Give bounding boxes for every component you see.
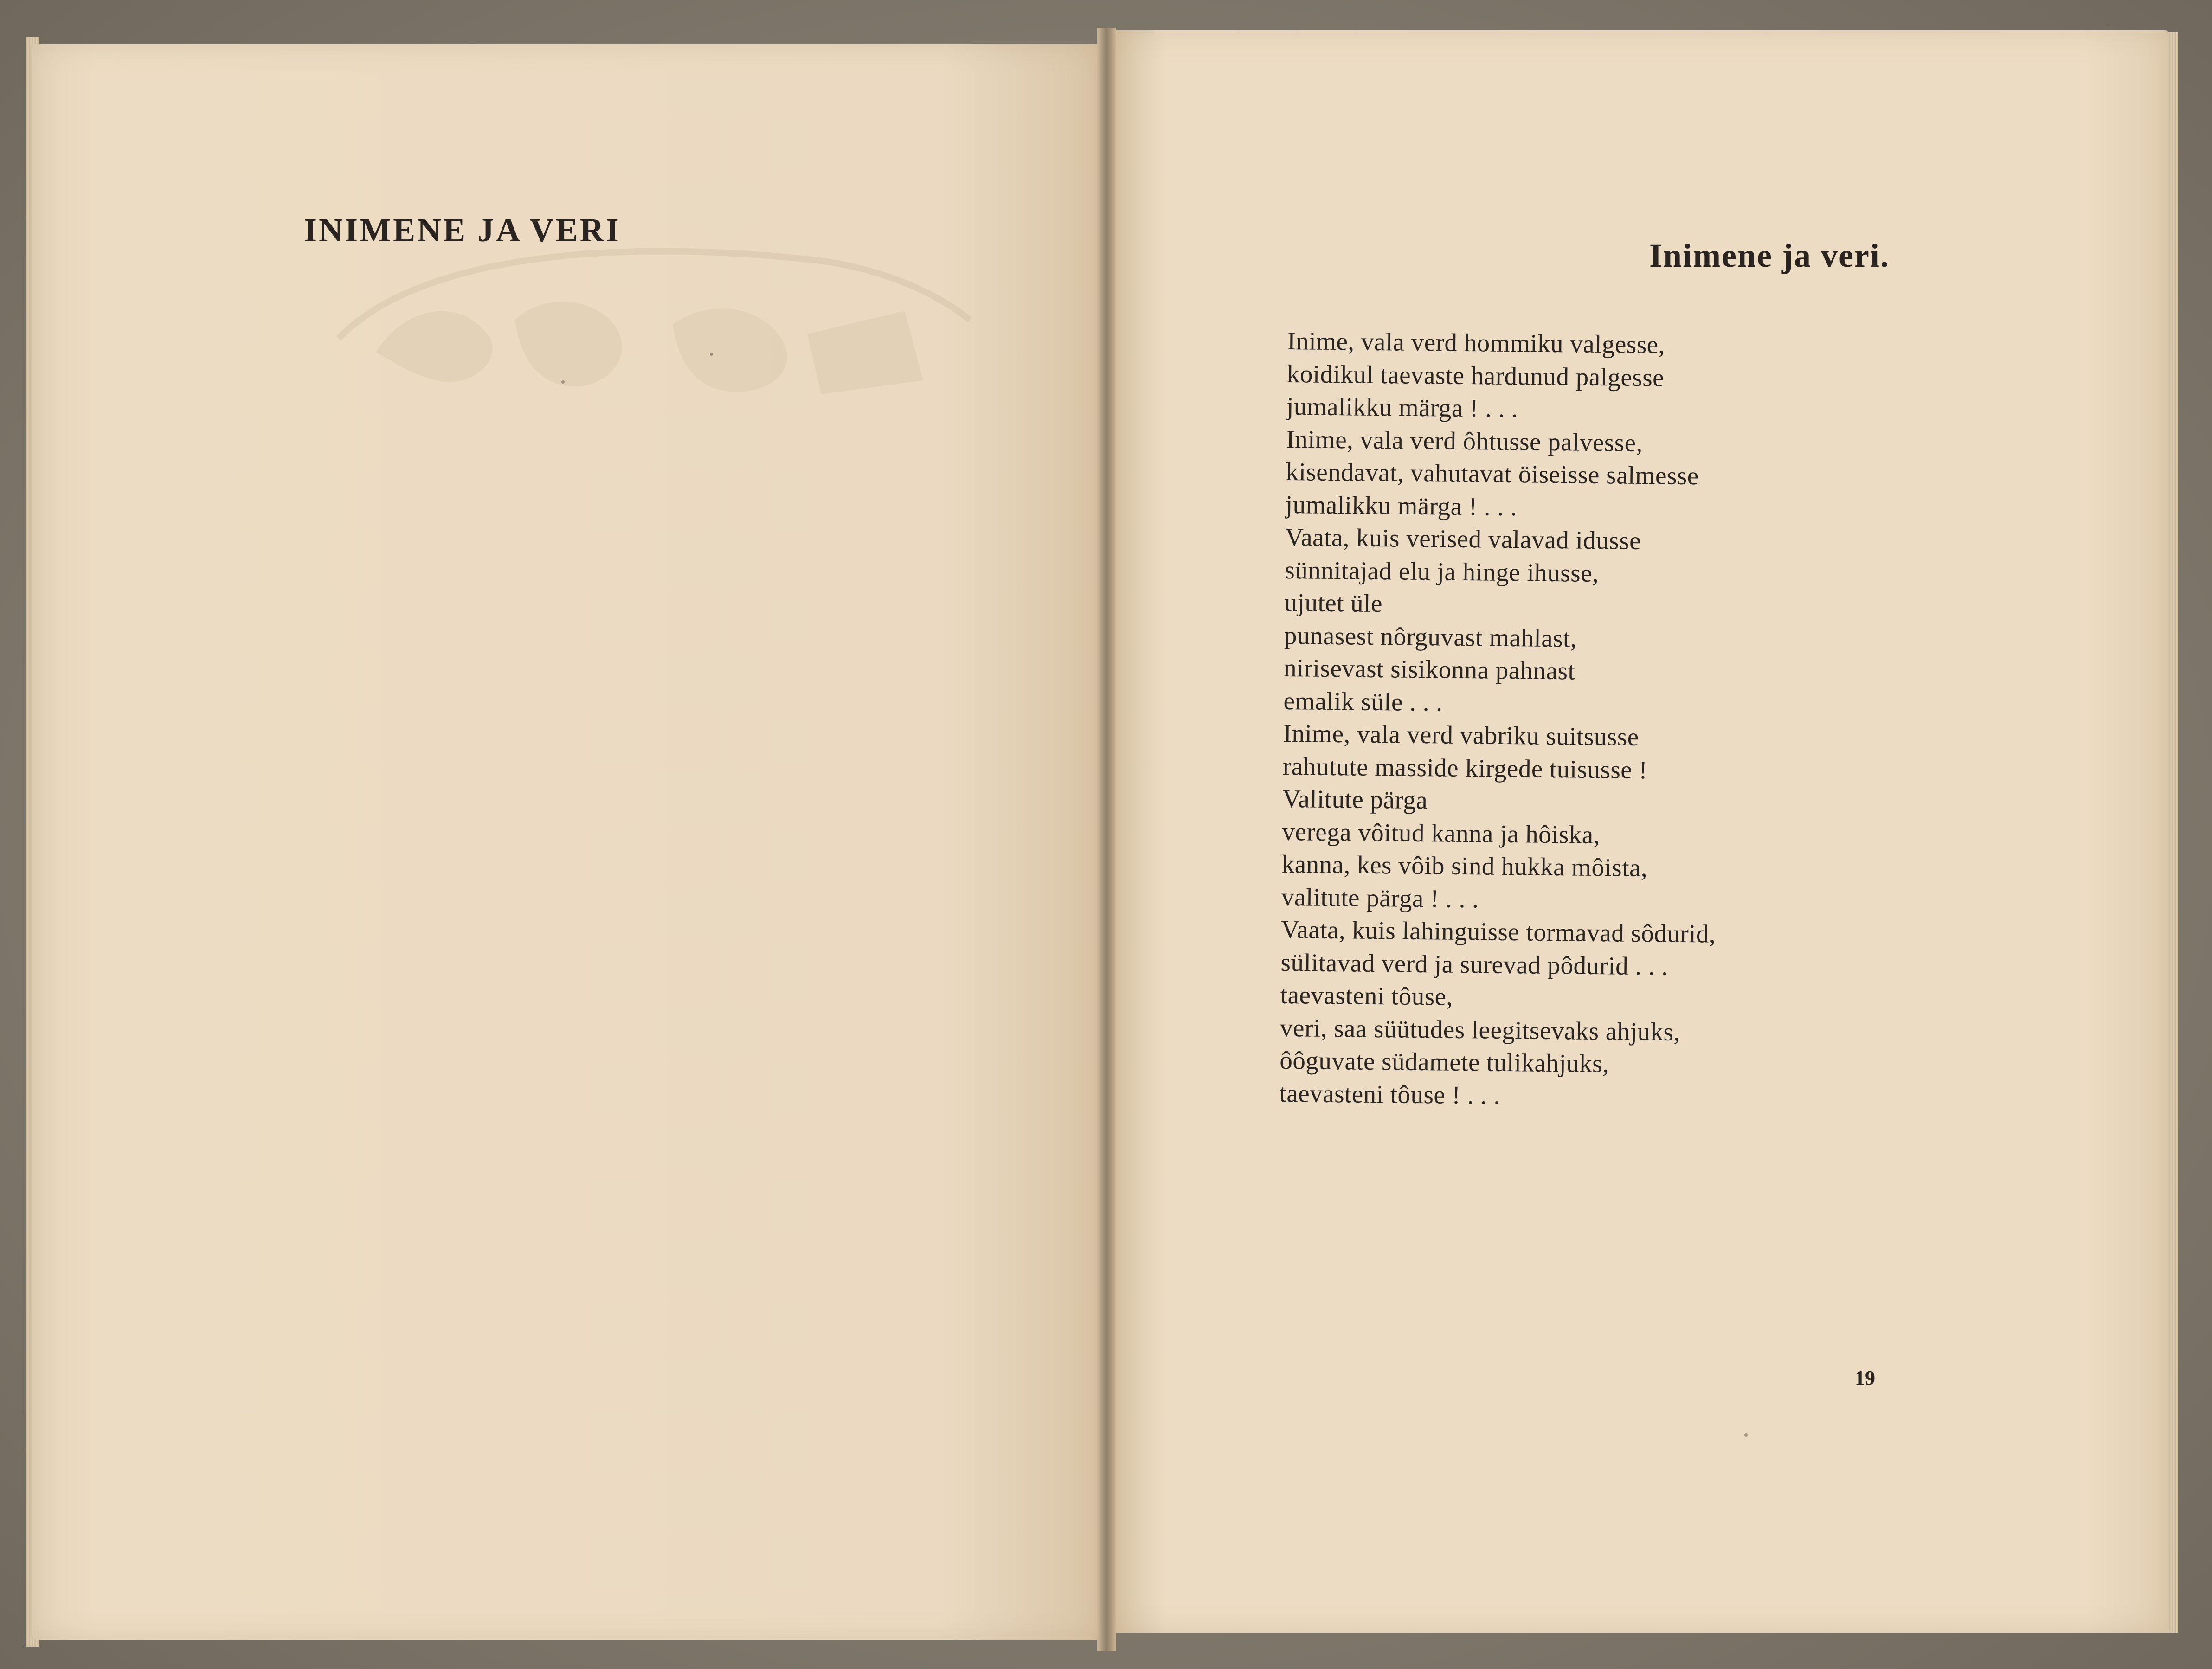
poem-line: punasest nôrguvast mahlast, — [1284, 621, 1577, 653]
paper-speck — [561, 380, 565, 384]
poem-line: Valitute pärga — [1282, 784, 1428, 815]
poem-title: Inimene ja veri. — [1649, 237, 1890, 274]
show-through-illustration — [320, 241, 984, 417]
poem-line: jumalikku märga ! . . . — [1285, 490, 1518, 521]
poem-line: Vaata, kuis lahinguisse tormavad sôdurid, — [1281, 915, 1716, 948]
poem-line: valitute pärga ! . . . — [1281, 882, 1479, 913]
poem-line: veri, saa süütudes leegitsevaks ahjuks, — [1280, 1013, 1681, 1046]
poem-line: Inime, vala verd hommiku valgesse, — [1287, 326, 1665, 359]
poem-line: verega vôitud kanna ja hôiska, — [1282, 817, 1601, 849]
poem-line: sünnitajad elu ja hinge ihusse, — [1285, 555, 1599, 587]
poem-line: Vaata, kuis verised valavad idusse — [1285, 522, 1641, 555]
poem-line: nirisevast sisikonna pahnast — [1283, 653, 1575, 685]
poem-line: taevasteni tôuse ! . . . — [1279, 1078, 1501, 1110]
poem-line: sülitavad verd ja surevad pôdurid . . . — [1280, 948, 1669, 981]
page-number: 19 — [1855, 1367, 1875, 1389]
paper-speck — [710, 353, 713, 356]
poem-line: koidikul taevaste hardunud palgesse — [1286, 359, 1665, 392]
poem-line: emalik süle . . . — [1283, 686, 1443, 717]
poem-line: Inime, vala verd vabriku suitsusse — [1283, 719, 1640, 751]
poem-text — [1279, 325, 1890, 1116]
poem-line: kisendavat, vahutavat öiseisse salmesse — [1286, 457, 1699, 490]
poem-line: jumalikku märga ! . . . — [1286, 392, 1518, 423]
poem-line: ôôguvate südamete tulikahjuks, — [1280, 1046, 1609, 1078]
poem-line: Inime, vala verd ôhtusse palvesse, — [1286, 424, 1643, 457]
paper-speck — [1744, 1433, 1748, 1437]
poem-line: rahutute masside kirgede tuisusse ! — [1282, 751, 1648, 784]
book-gutter — [1097, 28, 1116, 1651]
poem-line: kanna, kes vôib sind hukka môista, — [1281, 849, 1648, 882]
poem-line: taevasteni tôuse, — [1280, 980, 1453, 1011]
paper-speck — [2106, 23, 2109, 26]
left-page-title: INIMENE JA VERI — [304, 212, 621, 249]
poem-line: ujutet üle — [1284, 588, 1383, 618]
